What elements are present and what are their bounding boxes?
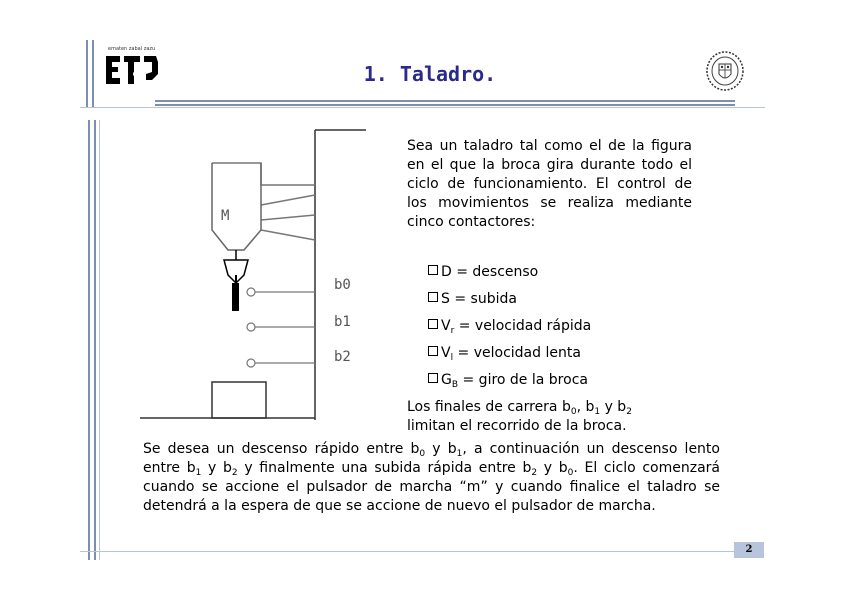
list-item: S = subida [428,289,591,316]
task-paragraph: Se desea un descenso rápido entre $b_0$ y $b_1$, a continuación un descenso lento entre $b_1$ y $b_2$ y finalmente una subida rápida entre $b_2$ y $b_0$. El ciclo comenzará cuando se accione el pulsador de marcha “m” y cuando finalice el taladro se detendrá a la espera de que se accione de nuevo el pulsador de marcha. [143,441,721,514]
university-logo [106,52,160,88]
contactor-list [428,262,591,397]
frame-vertical-left-1 [86,40,88,108]
bullet-box-icon [428,373,438,383]
university-seal-icon [705,50,745,92]
page-title: 1. Taladro. [363,62,497,86]
motor-label: M [221,208,230,224]
bullet-box-icon [428,292,438,302]
list-item: $V_l$ = velocidad lenta [428,343,591,370]
frame-vertical-left-3 [88,120,90,560]
frame-header-rule-1 [155,100,735,102]
frame-header-rule-3 [80,107,765,108]
sensor-label-b2: b2 [334,349,351,365]
frame-footer-rule [80,551,735,552]
page-number: 2 [734,542,764,558]
intro-text: Sea un taladro tal como el de la figura en el que la broca gira durante todo el ciclo de funcionamiento. El control de los movimientos se realiza mediante cinco contactores: [407,138,692,230]
list-item: $V_r$ = velocidad rápida [428,316,591,343]
frame-vertical-left-2 [92,40,94,108]
limits-line-2: limitan el recorrido de la broca. [407,418,627,434]
frame-vertical-left-4 [94,120,96,560]
sensor-label-b1: b1 [334,314,351,330]
bullet-box-icon [428,319,438,329]
list-item: $G_B$ = giro de la broca [428,370,591,397]
list-item: D = descenso [428,262,591,289]
logo-caption: ematen zabal zazu [108,46,156,52]
frame-header-rule-2 [155,104,735,106]
limits-text [407,398,697,436]
limits-line-1: Los finales de carrera $b_0$, $b_1$ y $b_2$ [407,399,632,417]
bullet-box-icon [428,265,438,275]
frame-vertical-left-5 [99,120,100,560]
bullet-box-icon [428,346,438,356]
drill-diagram [140,125,390,425]
sensor-label-b0: b0 [334,277,351,293]
drill-bit [232,283,239,311]
